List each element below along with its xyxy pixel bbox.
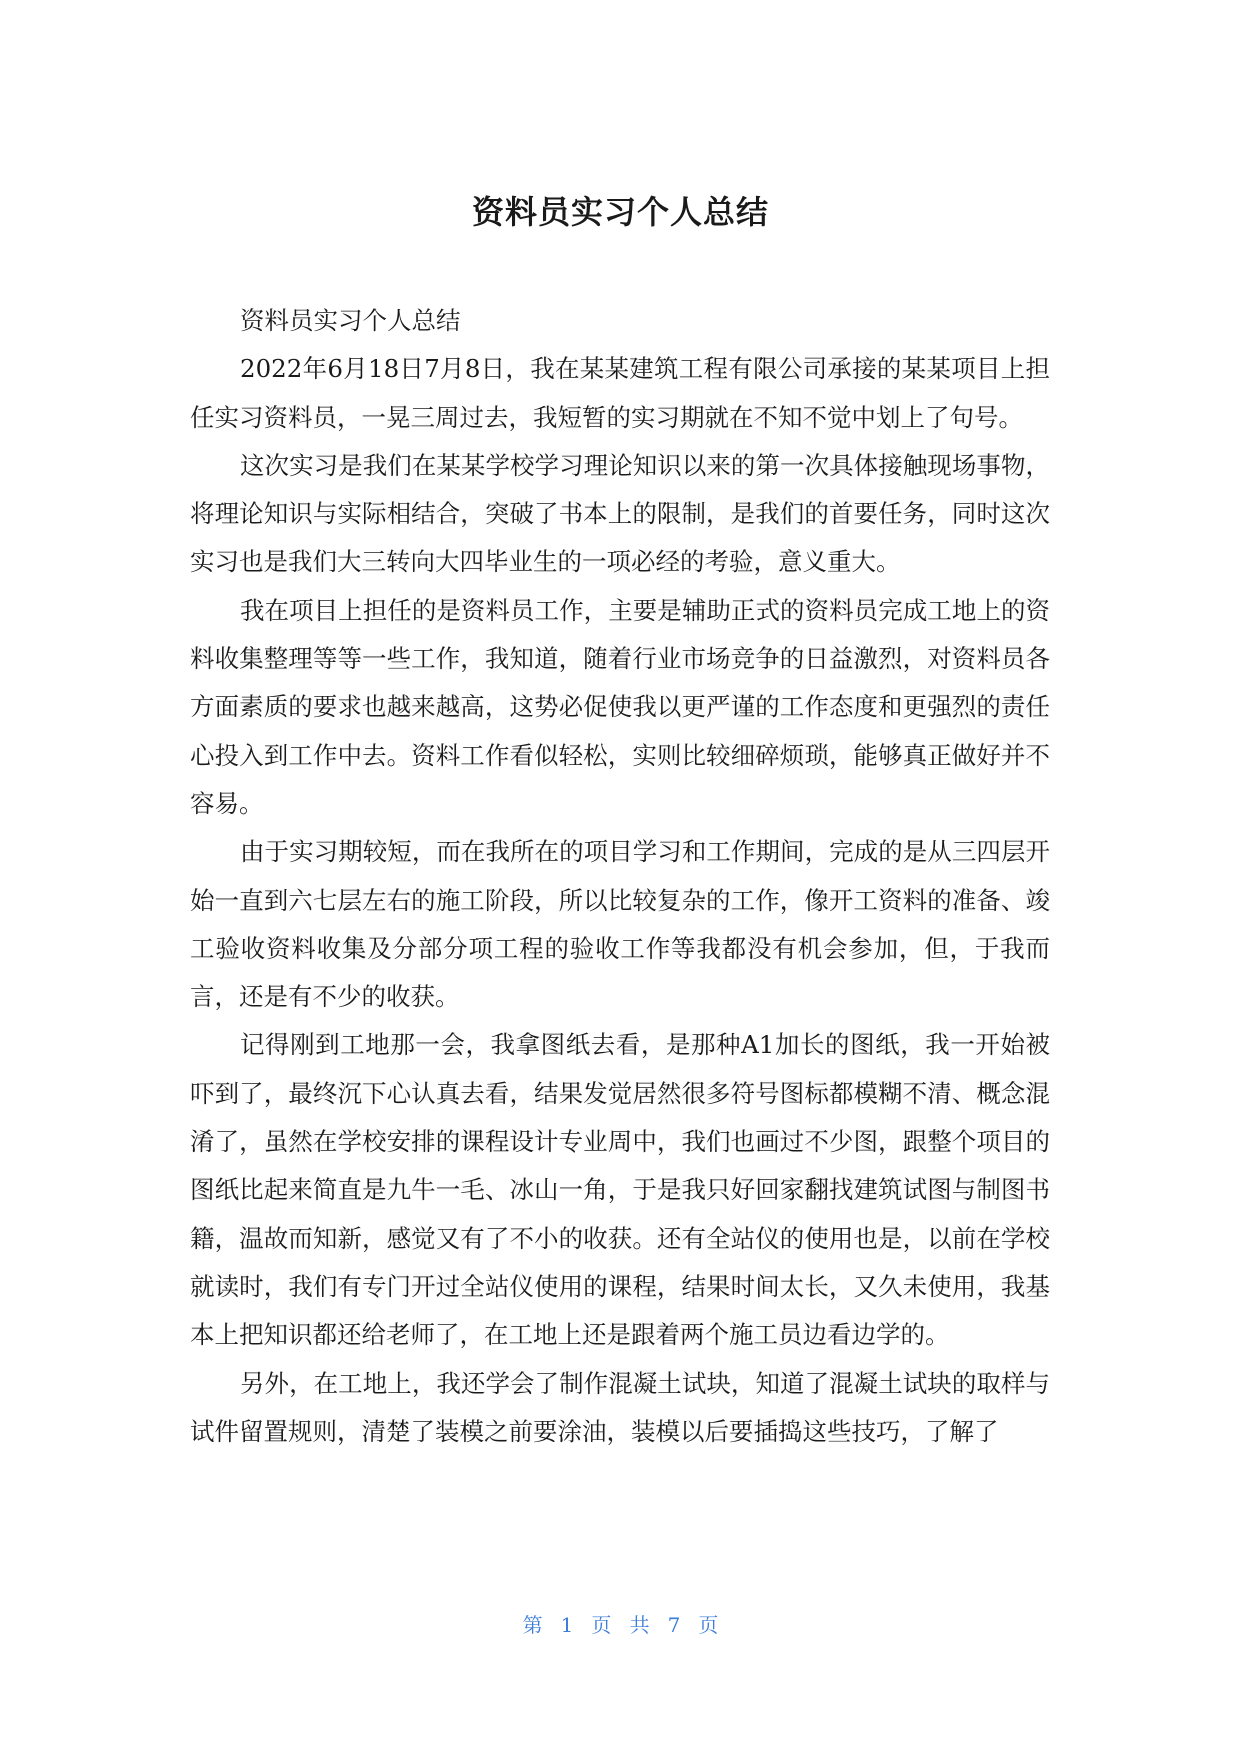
footer-label-of: 页 共: [591, 1613, 650, 1637]
paragraph: 资料员实习个人总结: [240, 306, 461, 335]
document-title: 资料员实习个人总结: [471, 193, 769, 231]
paragraph: 由于实习期较短，而在我所在的项目学习和工作期间，完成的是从三四层开始一直到六七层左右的施工阶段，所以比较复杂的工作，像开工资料的准备、竣工验收资料收集及分部分项工程的验收工作等我都没有机会参加，但，于我而言，还是有不少的收获。: [190, 837, 1050, 1012]
paragraph: 我在项目上担任的是资料员工作，主要是辅助正式的资料员完成工地上的资料收集整理等等一些工作，我知道，随着行业市场竞争的日益激烈，对资料员各方面素质的要求也越来越高，这势必促使我以更严谨的工作态度和更强烈的责任心投入到工作中去。资料工作看似轻松，实则比较细碎烦琐，能够真正做好并不容易。: [190, 595, 1050, 818]
document-body: [190, 297, 1050, 1456]
footer-label-pages: 页: [698, 1613, 719, 1637]
page-footer: [0, 1611, 1241, 1639]
paragraph: 这次实习是我们在某某学校学习理论知识以来的第一次具体接触现场事物，将理论知识与实际相结合，突破了书本上的限制，是我们的首要任务，同时这次实习也是我们大三转向大四毕业生的一项必经的考验，意义重大。: [190, 450, 1050, 577]
footer-total-pages: 7: [667, 1613, 681, 1637]
footer-current-page: 1: [560, 1613, 574, 1637]
footer-label-page: 第: [522, 1613, 543, 1637]
paragraph: 记得刚到工地那一会，我拿图纸去看，是那种A1加长的图纸，我一开始被吓到了，最终沉下心认真去看，结果发觉居然很多符号图标都模糊不清、概念混淆了，虽然在学校安排的课程设计专业周中，我们也画过不少图，跟整个项目的图纸比起来简直是九牛一毛、冰山一角，于是我只好回家翻找建筑试图与制图书籍，温故而知新，感觉又有了不小的收获。还有全站仪的使用也是，以前在学校就读时，我们有专门开过全站仪使用的课程，结果时间太长，又久未使用，我基本上把知识都还给老师了，在工地上还是跟着两个施工员边看边学的。: [190, 1030, 1050, 1350]
paragraph: 2022年6月18日7月8日，我在某某建筑工程有限公司承接的某某项目上担任实习资料员，一晃三周过去，我短暂的实习期就在不知不觉中划上了句号。: [190, 354, 1050, 432]
paragraph: 另外，在工地上，我还学会了制作混凝土试块，知道了混凝土试块的取样与试件留置规则，清楚了装模之前要涂油，装模以后要插捣这些技巧，了解了: [190, 1368, 1050, 1446]
